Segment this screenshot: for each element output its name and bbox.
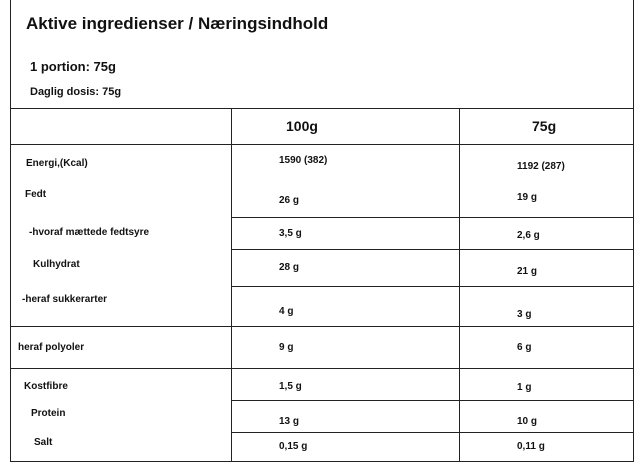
row-divider <box>231 432 634 433</box>
row-label: -hvoraf mættede fedtsyre <box>29 227 150 238</box>
row-divider <box>231 400 634 401</box>
value-100g: 9 g <box>279 342 294 353</box>
value-100g: 3,5 g <box>279 228 302 239</box>
value-75g: 19 g <box>517 192 538 203</box>
row-divider <box>231 286 634 287</box>
portion-size: 1 portion: 75g <box>30 59 116 74</box>
header-bottom-border <box>10 144 634 145</box>
row-label: Kulhydrat <box>33 259 80 270</box>
value-75g: 0,11 g <box>517 441 545 452</box>
row-label: Energi,(Kcal) <box>26 158 88 169</box>
value-100g: 4 g <box>279 306 294 317</box>
row-divider <box>10 326 634 327</box>
value-100g: 0,15 g <box>279 441 308 452</box>
value-100g: 1,5 g <box>279 381 302 392</box>
row-label: -heraf sukkerarter <box>22 294 108 305</box>
header-75g: 75g <box>532 118 557 134</box>
value-75g: 2,6 g <box>517 230 540 241</box>
value-75g: 6 g <box>517 342 532 353</box>
row-label: Kostfibre <box>24 381 68 392</box>
table-top-border <box>10 108 634 109</box>
column-divider <box>231 108 232 462</box>
value-75g: 3 g <box>517 309 532 320</box>
value-100g: 13 g <box>279 416 300 427</box>
row-divider <box>231 217 634 218</box>
header-100g: 100g <box>286 118 318 134</box>
value-75g: 21 g <box>517 266 538 277</box>
value-100g: 26 g <box>279 195 300 206</box>
panel-title: Aktive ingredienser / Næringsindhold <box>26 14 329 33</box>
column-divider <box>459 108 460 462</box>
value-75g: 10 g <box>517 416 538 427</box>
daily-dose: Daglig dosis: 75g <box>30 86 122 98</box>
value-100g: 1590 (382) <box>279 155 328 166</box>
value-100g: 28 g <box>279 262 300 273</box>
row-label: Protein <box>31 408 66 419</box>
row-divider <box>231 249 634 250</box>
row-label: Fedt <box>25 189 47 200</box>
value-75g: 1192 (287) <box>517 161 565 172</box>
row-label: Salt <box>34 437 53 448</box>
row-label: heraf polyoler <box>18 342 85 353</box>
value-75g: 1 g <box>517 382 532 393</box>
row-divider <box>10 368 634 369</box>
table-bottom-border <box>10 461 634 462</box>
